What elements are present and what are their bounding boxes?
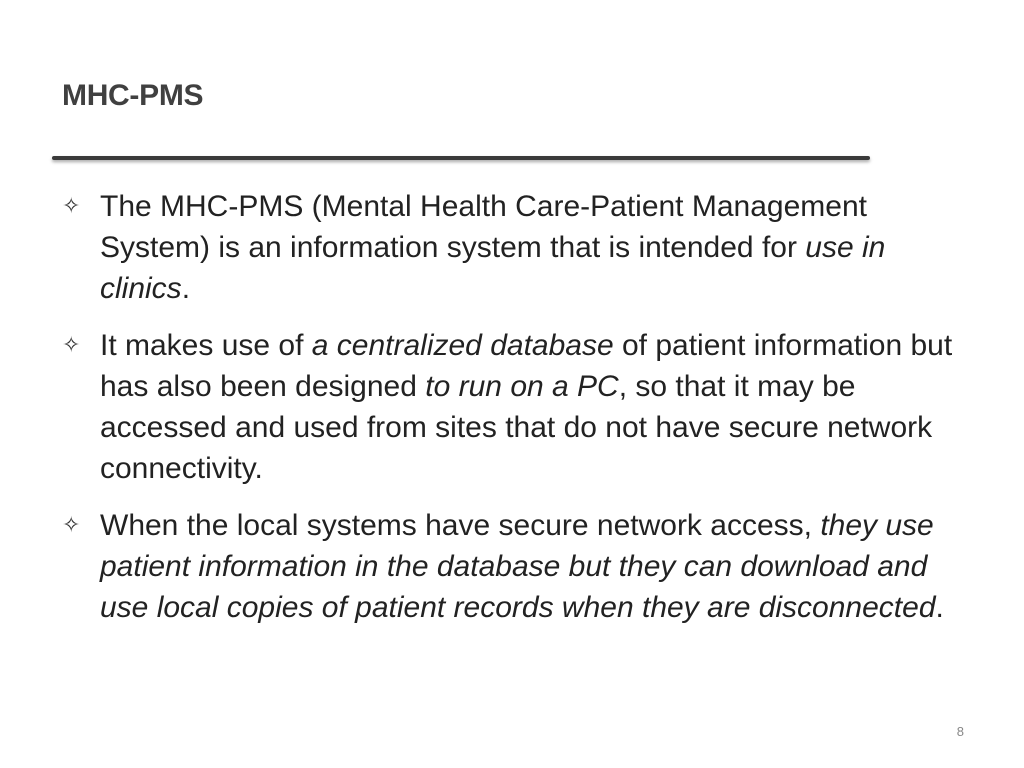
bullet-text (100, 186, 982, 309)
bullet-segment: When the local systems have secure network access, (100, 509, 821, 542)
bullet-segment: The MHC-PMS (Mental Health Care-Patient Management System) is an information system that is intended for (100, 190, 867, 264)
four-pointed-star-outline-icon: ✧ (62, 513, 81, 538)
slide-number: 8 (956, 724, 964, 739)
bullet-text (100, 505, 982, 628)
title-divider (52, 156, 870, 160)
bullet-item (62, 505, 982, 628)
bullet-item (62, 325, 982, 489)
slide-title: MHC-PMS (62, 79, 204, 112)
bullet-segment-italic: a centralized database (311, 329, 614, 362)
bullet-item (62, 186, 982, 309)
bullet-text (100, 325, 982, 489)
four-pointed-star-outline-icon: ✧ (62, 194, 81, 219)
bullet-segment-italic: they use patient information in the database but they can download and use local copies of patient records when they are disconnected (100, 509, 936, 624)
bullet-segment-italic: to run on a PC (425, 370, 619, 403)
bullet-segment: . (935, 591, 944, 624)
four-pointed-star-outline-icon: ✧ (62, 333, 81, 358)
bullet-segment: , so that it may be accessed and used from sites that do not have secure network connectivity. (100, 370, 933, 485)
bullet-segment: of patient information but has also been designed (100, 329, 953, 403)
bullet-list (62, 186, 982, 644)
bullet-segment: It makes use of (100, 329, 312, 362)
bullet-segment: . (181, 272, 191, 305)
bullet-segment-italic: use in clinics (100, 231, 886, 305)
